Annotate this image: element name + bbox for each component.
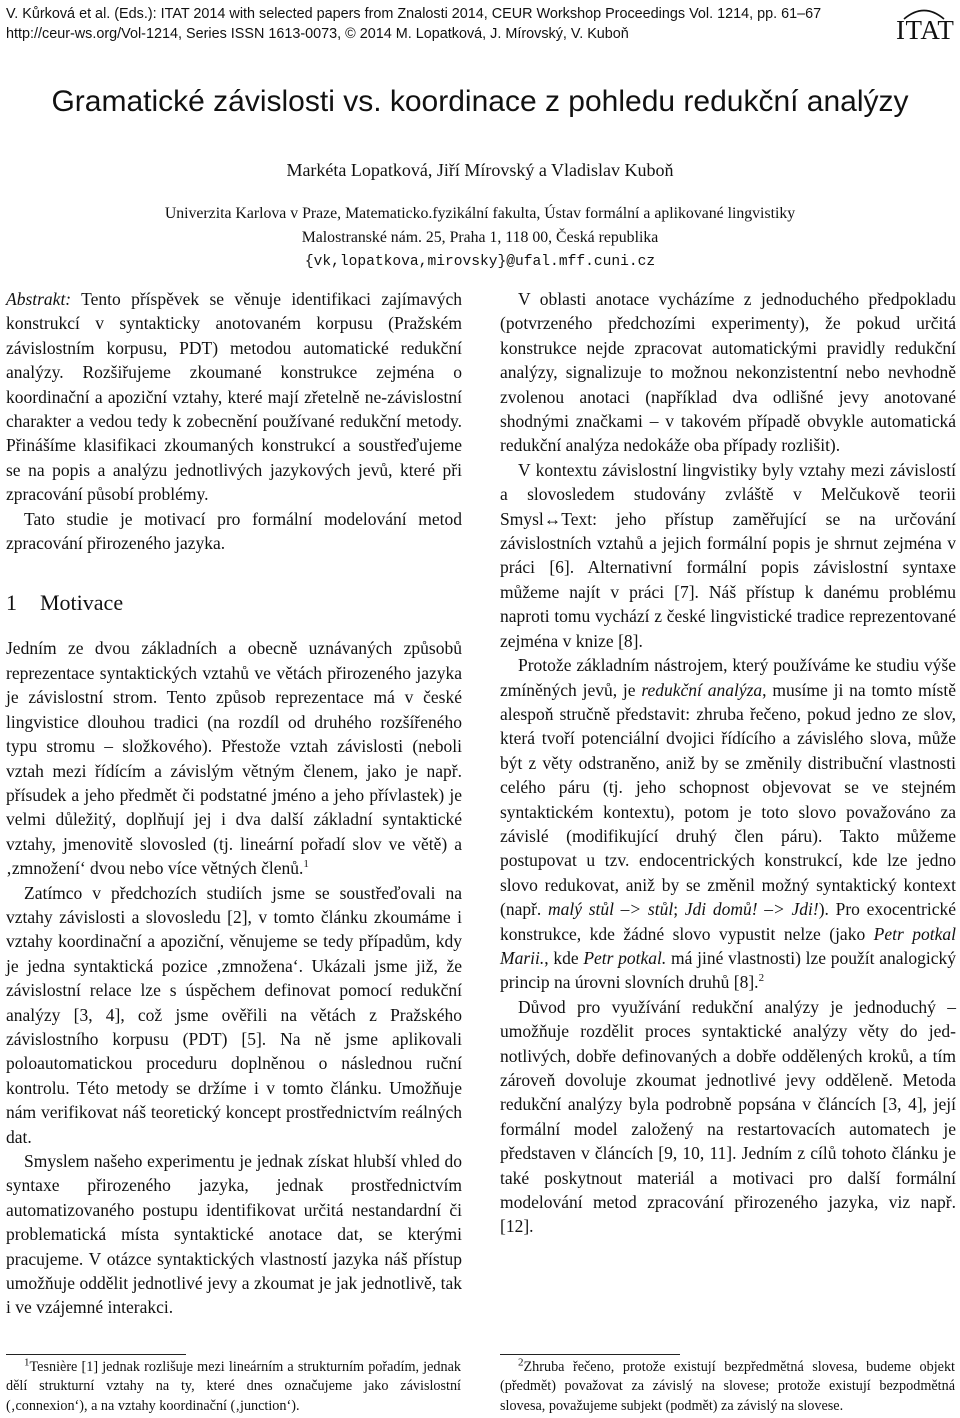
footnote-1-text: Tesnière [1] jednak rozlišuje mezi lineárním a strukturním pořadím, jednak dělí strukturní vztahy na ty, které dnes označujeme jako závislostní (‚connexion‘), a na vztahy koordinační (‚junction‘). (6, 1359, 461, 1414)
left-column (6, 287, 462, 1320)
footnote-ref-2[interactable]: 2 (758, 972, 765, 985)
footnote-rule-left (6, 1354, 186, 1355)
section-title: Motivace (40, 590, 124, 616)
abstract-paragraph (6, 287, 462, 507)
affiliation-line-1: Univerzita Karlova v Praze, Matematicko.fyzikální fakulta, Ústav formální a aplikované lingvistiky (164, 205, 796, 222)
body-paragraph-6: Protože základním nástrojem, který používáme ke studiu výše zmíněných jevů, je redukční analýza, musíme ji na tomto místě alespoň stručně představit: zhruba řečeno, pokud jedno ze slov, která tvoří potenciální dvojici řídícího a závislého slova, může být z věty odstraněno, aniž by se změnily distribuční vlastnosti celého páru (tj. jeho schopnost objevovat se ve stejném syntaktickém kontextu), potom je toto slovo považováno za závislé (modifikující druhý člen páru). Takto můžeme postupovat u tzv. endocentrických konstrukcí, kde lze jedno slovo redukovat, aniž by se změnil možný syntaktický kontext (např. malý stůl –> stůl; Jdi domů! –> Jdi!). Pro exocentrické konstrukce, kde žádné slovo vypustit nelze (jako Petr potkal Marii., kde Petr potkal. má jiné vlastnosti) lze použít analogický princip na úrovni slovních druhů [8].$^2$ (500, 655, 957, 993)
footnote-1 (6, 1358, 461, 1416)
example-2: Jdi domů! –> Jdi! (684, 899, 819, 920)
running-header (6, 4, 886, 44)
term-reduction-analysis: redukční analýza (641, 679, 763, 700)
affiliation-line-2: Malostranské nám. 25, Praha 1, 118 00, Česká republika (301, 229, 659, 246)
itat-logo (896, 4, 955, 45)
header-line-1: V. Kůrková et al. (Eds.): ITAT 2014 with selected papers from Znalosti 2014, CEUR Workshop Proceedings Vol. 1214, pp. 61–67 (6, 6, 822, 22)
abstract-paragraph-2: Tato studie je motivací pro formální modelování metod zpracování přirozeného jazyka. (6, 508, 462, 554)
body-paragraph-7: Důvod pro využívání redukční analýzy je jednoduchý – umožňuje rozdělit proces syntaktické analýzy věty do jednotlivých, dobře definovaných a dobře oddělených kroků, a tím zároveň dovoluje zkoumat jednotlivé jevy odděleně. Metoda redukční analýzy byla podrobně popsána v článcích [3, 4], její formální model založený na restartovacích automatech je představen v článcích [9, 10, 11]. Jedním z cílů tohoto článku je také poskytnout materiál a motivaci pro další formální modelování metod zpracování přirozeného jazyka, viz např. [12]. (500, 996, 956, 1237)
header-line-2: http://ceur-ws.org/Vol-1214, Series ISSN 1613-0073, © 2014 M. Lopatková, J. Mírovský, V. Kuboň (6, 26, 629, 42)
example-3: Petr potkal Marii. (500, 923, 957, 968)
footnote-ref-1[interactable]: 1 (303, 858, 309, 871)
footnote-mark-1: 1 (24, 1356, 30, 1369)
author-emails[interactable]: {vk,lopatkova,mirovsky}@ufal.mff.cuni.cz (304, 254, 656, 270)
paper-authors: Markéta Lopatková, Jiří Mírovský a Vladislav Kuboň (286, 160, 674, 180)
section-number: 1 (6, 590, 17, 616)
body-paragraph-1: Jedním ze dvou základních a obecně uznávaných způsobů reprezentace syntaktických vztahů ve větách přirozeného jazyka je závislostní strom. Tento způsob reprezentace má v české lingvistice dlouhou tradici (na rozdíl od druhého rozšířeného typu stromu – složkového). Přestože vztah závislosti (neboli vztah mezi řídícím a závislým větným členem, jako je např. přísudek a jeho předmět či podstatné jméno a jeho přívlastek) je velmi důležitý, doplňují jej i dva další základní syntaktické vztahy, jmenovitě slovosled (tj. lineární pořadí slov ve větě) a ‚zmnožení‘ dvou nebo více větných členů.$^1$ (6, 638, 462, 879)
body-paragraph-2: Zatímco v předchozích studiích jsme se soustřeďovali na vztahy závislosti a slovosledu [2], v tomto článku zkoumáme i vztahy koordinační a apoziční, věnujeme se tedy případům, kdy je jedna syntaktická pozice ‚zmnožena‘. Ukázali jsme již, že závislostní relace lze s úspěchem definovat pomocí redukční analýzy [3, 4], což jsme ověřili na větách z Pražského závislostního korpusu (PDT) [5]. Na ně jsme aplikovali poloautomatickou proceduru doplněnou o následnou ruční kontrolu. Této metody se držíme i v tomto článku. Umožňuje nám verifikovat náš teoretický koncept prostřednictvím reálných dat. (6, 882, 462, 1147)
footnote-mark-2: 2 (518, 1356, 524, 1369)
logo-text: ITAT (896, 15, 955, 45)
footnote-2-text: Zhruba řečeno, protože existují bezpředmětná slovesa, budeme objekt (předmět) považovat za závislý na slovese; protože existují bezpodmětná slovesa, považujeme subjekt (podmět) za závislý na slovese. (500, 1359, 955, 1414)
abstract-label: Abstrakt: (6, 289, 72, 309)
paper-title: Gramatické závislosti vs. koordinace z pohledu redukční analýzy (51, 85, 909, 118)
body-paragraph-4: V oblasti anotace vycházíme z jednoduchého předpokladu (potvrzeného předchozími experimenty), že pokud určitá konstrukce nejde zpracovat automatickými pravidly redukční analýzy, signalizuje to možnou nekonzistentní nebo nevhodně zvolenou anotaci (například dva odlišné jevy anotované shodnými značkami – v takovém případě obvykle automatická redukční analýza nedokáže oba případy rozlišit). (500, 289, 956, 456)
footnote-rule-right (500, 1354, 680, 1355)
abstract-text: Tento příspěvek se věnuje identifikaci zajímavých konstrukcí v syntakticky anotovaném korpusu (Pražském závislostním korpusu, PDT) metodou automatické redukční analýzy. Rozšiřujeme zkoumané konstrukce zejména o koordinační a apoziční vztahy, které mají zřetelně ne-závislostní charakter a vedou tedy k zobecnění používané redukční metody. Přinášíme klasifikaci zkoumaných konstrukcí a soustřeďujeme se na popis a analýzu jednotlivých jazykových jevů, které při zpracování působí problémy. (6, 289, 462, 505)
affiliation (0, 202, 960, 274)
section-heading (6, 588, 462, 618)
example-4: Petr potkal. (583, 947, 667, 968)
example-1: malý stůl –> stůl (548, 899, 674, 920)
body-paragraph-5: V kontextu závislostní lingvistiky byly vztahy mezi závislostí a slovosledem studovány zvláště v Melčukově teorii Smysl↔Text: jeho přístup zaměřující se na určování závislostních vztahů a jejich formální popis je shrnut zejména v práci [6]. Alternativní formální popis závislostní syntaxe můžeme najít v práci [7]. Náš přístup k danému problému naproti tomu vychází z české lingvistické tradice reprezentované zejména v knize [8]. (500, 459, 956, 651)
right-column (500, 287, 956, 1239)
footnote-2 (500, 1358, 955, 1416)
body-paragraph-3: Smyslem našeho experimentu je jednak získat hlubší vhled do syntaxe přirozeného jazyka, jednak prostřednictvím automatizovaného postupu identifikovat určitá nestandardní či problematická místa syntaktické anotace dat, se kterými pracujeme. V otázce syntaktických vlastností jazyka náš přístup umožňuje oddělit jednotlivé jevy a zkoumat je jak jednotlivě, tak i ve vzájemné interakci. (6, 1151, 462, 1318)
